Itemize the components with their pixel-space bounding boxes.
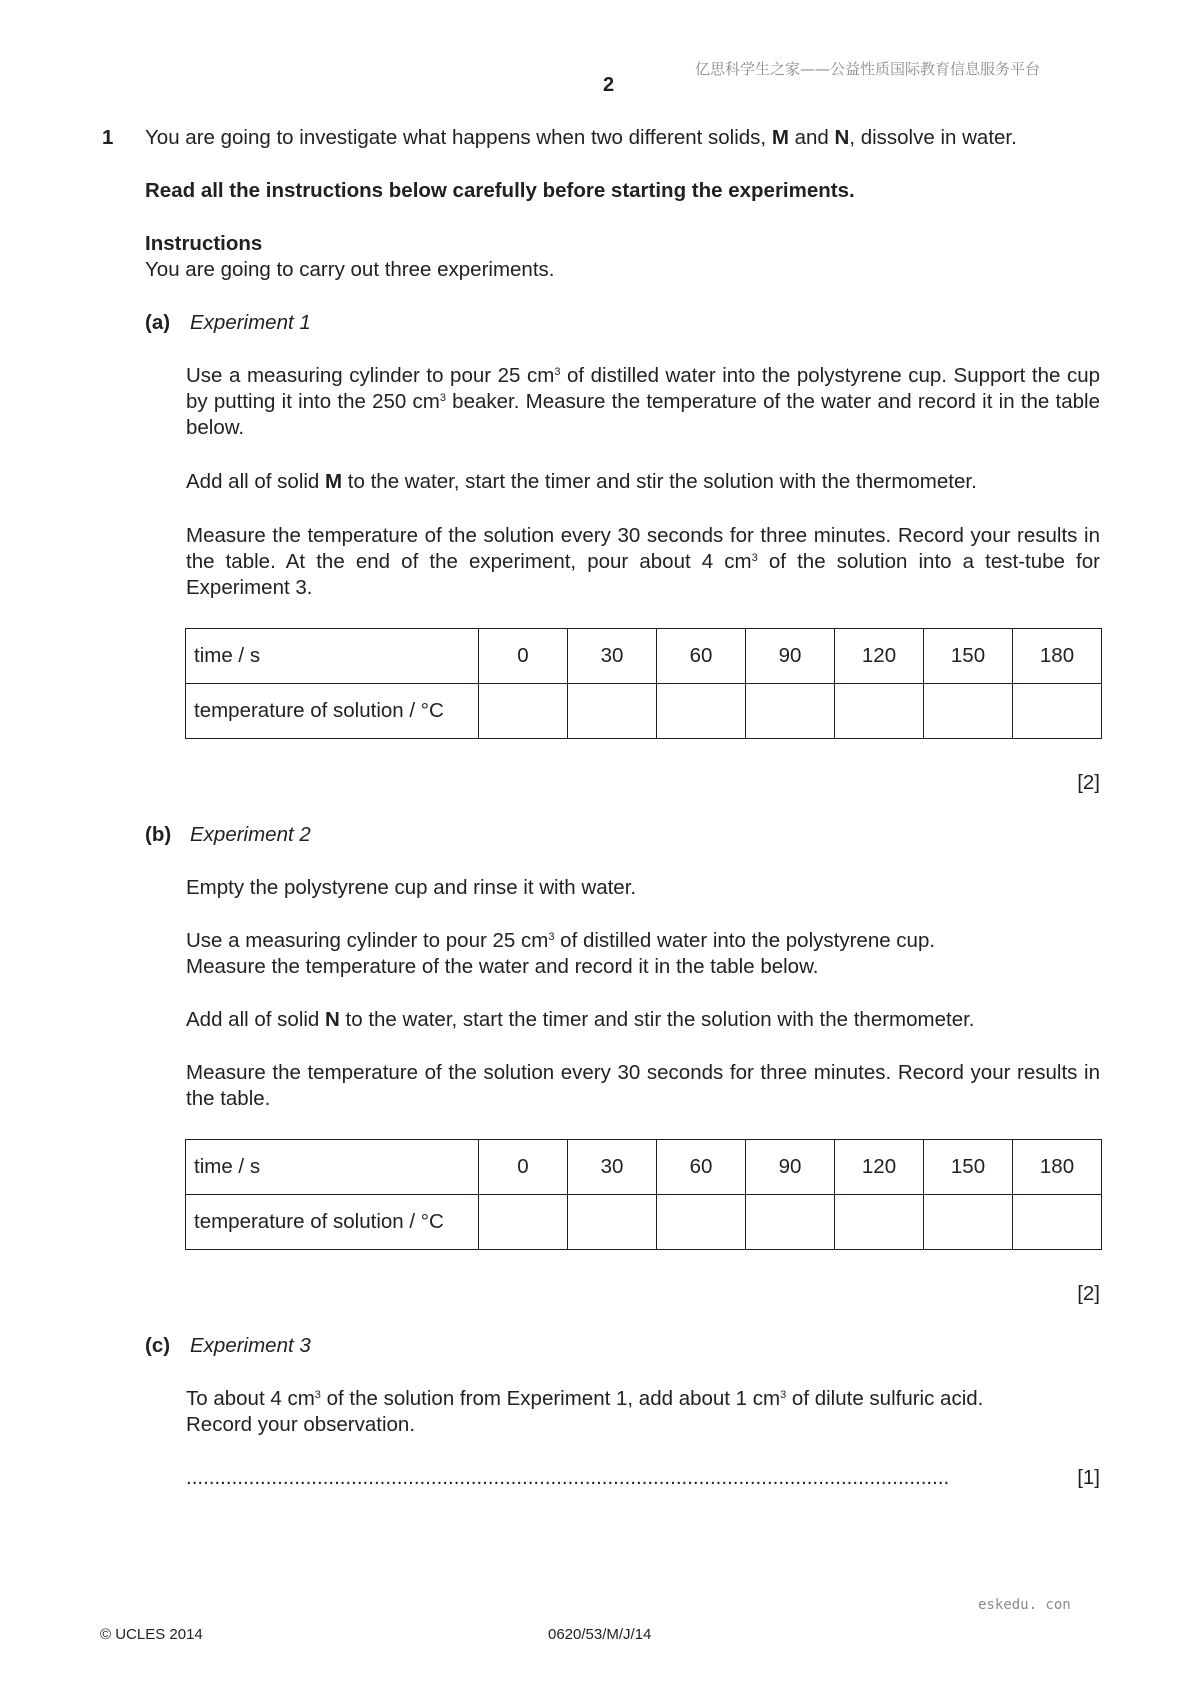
time-cell: 30 bbox=[568, 1140, 657, 1195]
time-row bbox=[186, 629, 1102, 684]
temperature-entry-cell[interactable] bbox=[479, 684, 568, 739]
time-row-label: time / s bbox=[186, 1140, 479, 1195]
temperature-row bbox=[186, 1195, 1102, 1250]
copyright: © UCLES 2014 bbox=[100, 1626, 203, 1643]
instructions-heading: Instructions bbox=[145, 232, 263, 255]
temperature-entry-cell[interactable] bbox=[1013, 684, 1102, 739]
time-row bbox=[186, 1140, 1102, 1195]
temperature-entry-cell[interactable] bbox=[835, 1195, 924, 1250]
temperature-entry-cell[interactable] bbox=[924, 684, 1013, 739]
part-c-title: Experiment 3 bbox=[190, 1334, 311, 1357]
temperature-row-label: temperature of solution / °C bbox=[186, 684, 479, 739]
temperature-entry-cell[interactable] bbox=[657, 1195, 746, 1250]
temperature-entry-cell[interactable] bbox=[924, 1195, 1013, 1250]
experiment-2-results-table bbox=[185, 1139, 1102, 1250]
temperature-entry-cell[interactable] bbox=[1013, 1195, 1102, 1250]
part-b-title: Experiment 2 bbox=[190, 823, 311, 846]
question-number: 1 bbox=[102, 126, 114, 149]
part-b-paragraph-4: Measure the temperature of the solution every 30 seconds for three minutes. Record your results in the table. bbox=[186, 1061, 1100, 1110]
time-cell: 180 bbox=[1013, 1140, 1102, 1195]
part-a-label: (a) bbox=[145, 311, 171, 334]
part-a-mark: [2] bbox=[1077, 771, 1100, 794]
time-cell: 90 bbox=[746, 1140, 835, 1195]
temperature-row-label: temperature of solution / °C bbox=[186, 1195, 479, 1250]
part-a-paragraph-3: Measure the temperature of the solution every 30 seconds for three minutes. Record your results in the table. At the end of the experiment, pour about 4 $cm^3$ of the solution into a test-tube for Experiment 3. bbox=[186, 524, 1100, 599]
time-cell: 0 bbox=[479, 629, 568, 684]
header-watermark: 亿思科学生之家——公益性质国际教育信息服务平台 bbox=[695, 60, 1041, 78]
time-cell: 120 bbox=[835, 1140, 924, 1195]
part-a-paragraph-1: Use a measuring cylinder to pour 25 $cm^3$ of distilled water into the polystyrene cup. Support the cup by putting it into the 250 $cm^3$ beaker. Measure the temperature of the water and record it in the table below. bbox=[186, 364, 1100, 439]
temperature-entry-cell[interactable] bbox=[835, 684, 924, 739]
page-number: 2 bbox=[603, 74, 615, 96]
observation-answer-line[interactable]: ...................................................................................................................................... bbox=[186, 1466, 950, 1489]
part-b-paragraph-2: Use a measuring cylinder to pour 25 $cm^3$ of distilled water into the polystyrene cup. Measure the temperature of the water and record it in the table below. bbox=[186, 929, 936, 978]
time-cell: 150 bbox=[924, 629, 1013, 684]
temperature-entry-cell[interactable] bbox=[568, 1195, 657, 1250]
part-c-label: (c) bbox=[145, 1334, 171, 1357]
time-cell: 120 bbox=[835, 629, 924, 684]
temperature-row bbox=[186, 684, 1102, 739]
temperature-entry-cell[interactable] bbox=[746, 1195, 835, 1250]
experiment-1-results-table bbox=[185, 628, 1102, 739]
temperature-entry-cell[interactable] bbox=[746, 684, 835, 739]
temperature-entry-cell[interactable] bbox=[657, 684, 746, 739]
part-b-label: (b) bbox=[145, 823, 172, 846]
solid-n-label: N bbox=[834, 126, 850, 149]
time-cell: 150 bbox=[924, 1140, 1013, 1195]
time-cell: 0 bbox=[479, 1140, 568, 1195]
part-c-paragraph: To about 4 $cm^3$ of the solution from Experiment 1, add about 1 $cm^3$ of dilute sulfuric acid. Record your observation. bbox=[186, 1387, 984, 1436]
paper-code: 0620/53/M/J/14 bbox=[548, 1626, 652, 1643]
temperature-entry-cell[interactable] bbox=[568, 684, 657, 739]
instructions-text: You are going to carry out three experiments. bbox=[145, 258, 555, 281]
part-b-paragraph-1: Empty the polystyrene cup and rinse it with water. bbox=[186, 876, 637, 899]
part-a-paragraph-2: Add all of solid M to the water, start the timer and stir the solution with the thermometer. bbox=[186, 470, 977, 493]
solid-m-label: M bbox=[771, 126, 789, 149]
time-row-label: time / s bbox=[186, 629, 479, 684]
time-cell: 180 bbox=[1013, 629, 1102, 684]
part-b-mark: [2] bbox=[1077, 1282, 1100, 1305]
footer-watermark: eskedu. con bbox=[978, 1597, 1071, 1613]
temperature-entry-cell[interactable] bbox=[479, 1195, 568, 1250]
time-cell: 30 bbox=[568, 629, 657, 684]
question-intro: You are going to investigate what happens when two different solids, M and N, dissolve in water. bbox=[145, 126, 1017, 149]
part-c-mark: [1] bbox=[1077, 1466, 1100, 1489]
time-cell: 90 bbox=[746, 629, 835, 684]
part-a-title: Experiment 1 bbox=[190, 311, 311, 334]
read-instructions-warning: Read all the instructions below carefully before starting the experiments. bbox=[145, 179, 855, 202]
time-cell: 60 bbox=[657, 629, 746, 684]
part-b-paragraph-3: Add all of solid N to the water, start the timer and stir the solution with the thermometer. bbox=[186, 1008, 975, 1031]
time-cell: 60 bbox=[657, 1140, 746, 1195]
